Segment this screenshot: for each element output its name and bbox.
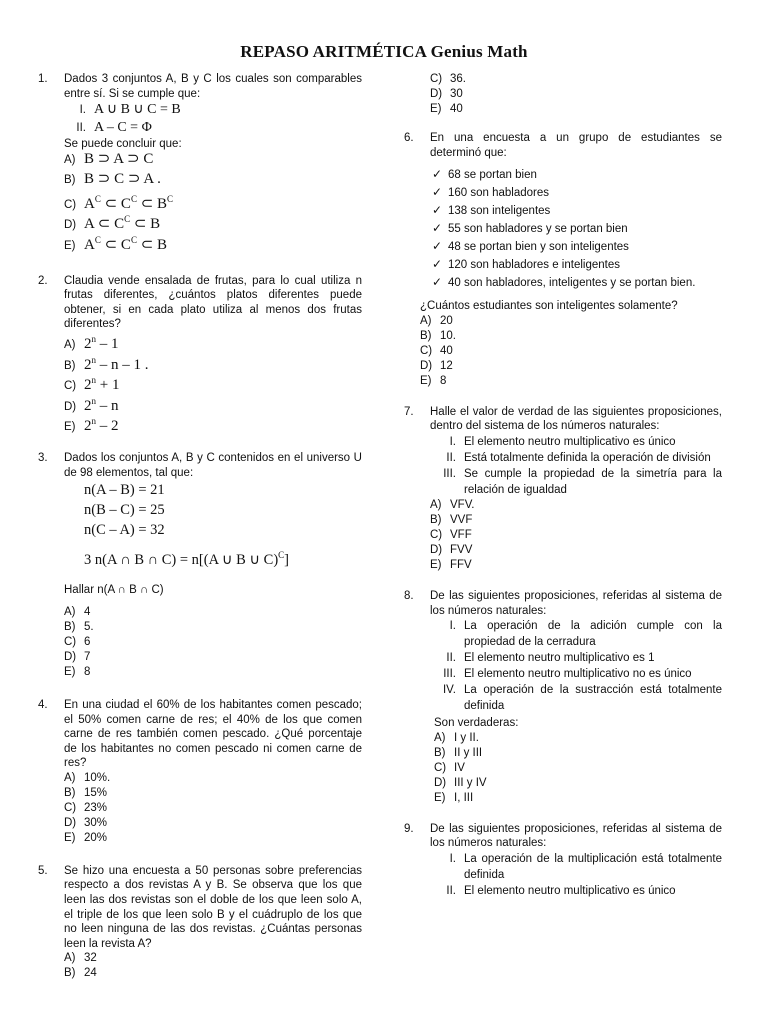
question-number: 7.	[404, 405, 414, 418]
question-8	[404, 589, 722, 806]
option	[64, 650, 362, 665]
option-text: 7	[84, 650, 91, 663]
option-text: III y IV	[454, 776, 487, 789]
option	[434, 731, 722, 746]
option-text: VFV.	[450, 498, 475, 511]
checkmark-icon: ✓	[432, 203, 443, 218]
option-letter: A)	[434, 731, 446, 744]
question-stem: De las siguientes proposiciones, referidas al sistema de los números naturales:	[430, 822, 722, 850]
option-letter: A)	[64, 338, 76, 351]
right-column	[404, 72, 722, 899]
roman-text: El elemento neutro multiplicativo es único	[464, 435, 676, 448]
roman-item	[430, 666, 722, 682]
option-letter: B)	[434, 746, 446, 759]
option	[430, 543, 722, 558]
question-5	[38, 864, 362, 982]
question-2	[38, 274, 362, 435]
find-statement: Hallar n(A ∩ B ∩ C)	[64, 583, 164, 596]
roman-text: La operación de la sustracción está totalmente definida	[464, 684, 722, 713]
roman-text: El elemento neutro multiplicativo no es único	[464, 668, 692, 681]
roman-item	[430, 450, 722, 466]
option	[64, 373, 362, 394]
checkmark-icon: ✓	[432, 167, 443, 182]
option-letter: B)	[420, 329, 432, 342]
option-letter: D)	[430, 88, 443, 100]
option	[64, 966, 362, 981]
option-text: 8	[440, 374, 447, 387]
roman-numeral: II.	[76, 122, 86, 135]
check-item	[430, 238, 722, 256]
option	[420, 344, 722, 359]
option-letter: D)	[64, 400, 77, 413]
option-text: FFV	[450, 558, 472, 571]
roman-numeral: I.	[79, 104, 86, 117]
option-text: 2$^n$ – 2	[84, 416, 119, 435]
option-text: 30%	[84, 816, 108, 829]
option-text: 32	[84, 952, 97, 965]
question-stem: Halle el valor de verdad de las siguientes proposiciones, dentro del sistema de los números naturales:	[430, 405, 722, 433]
option-text: 12	[440, 359, 453, 372]
roman-numeral: I.	[449, 435, 456, 448]
option	[434, 746, 722, 761]
option-letter: B)	[64, 173, 76, 186]
option	[64, 233, 362, 254]
option-letter: C)	[64, 198, 77, 211]
roman-numeral: I.	[449, 852, 456, 865]
option-letter: B)	[430, 513, 442, 526]
option-letter: C)	[430, 73, 443, 85]
left-column	[38, 72, 362, 981]
option-letter: E)	[64, 421, 76, 434]
option-text: VFF	[450, 528, 472, 541]
roman-numeral: III.	[443, 467, 456, 480]
option-letter: B)	[64, 620, 76, 633]
option-letter: A)	[420, 314, 432, 327]
option	[64, 635, 362, 650]
option-letter: E)	[430, 103, 442, 115]
option	[64, 332, 362, 353]
option	[64, 816, 362, 831]
option	[430, 528, 722, 543]
option-text: 6	[84, 635, 91, 648]
roman-text: Está totalmente definida la operación de división	[464, 451, 711, 464]
roman-text: A ∪ B ∪ C = B	[94, 102, 181, 118]
option-text: 10%.	[84, 771, 111, 784]
checkmark-icon: ✓	[432, 275, 443, 290]
roman-text: La operación de la multiplicación está totalmente definida	[464, 852, 722, 881]
check-text: 120 son habladores e inteligentes	[448, 259, 620, 272]
roman-numeral: I.	[449, 620, 456, 633]
question-stem: Dados 3 conjuntos A, B y C los cuales son comparables entre sí. Si se cumple que:	[64, 73, 362, 100]
option	[430, 558, 722, 573]
option-text: II y III	[454, 746, 483, 759]
question-9	[404, 822, 722, 899]
option	[64, 353, 362, 374]
option	[64, 172, 362, 192]
roman-numeral: III.	[443, 668, 456, 681]
option	[420, 374, 722, 389]
option	[64, 394, 362, 415]
option-text: 8	[84, 665, 91, 678]
option-text: 2$^n$ – 1	[84, 333, 119, 352]
question-stem: De las siguientes proposiciones, referidas al sistema de los números naturales:	[430, 589, 722, 617]
check-text: 160 son habladores	[448, 187, 550, 200]
options-lead: Son verdaderas:	[434, 717, 519, 730]
check-text: 40 son habladores, inteligentes y se portan bien.	[448, 277, 696, 290]
option-letter: B)	[64, 786, 76, 799]
option-letter: E)	[434, 791, 446, 804]
option-letter: D)	[430, 543, 443, 556]
option-letter: B)	[64, 967, 76, 980]
checkmark-icon: ✓	[432, 221, 443, 236]
option-letter: D)	[64, 816, 77, 829]
roman-numeral: II.	[446, 884, 456, 897]
roman-item	[430, 466, 722, 498]
question-7	[404, 405, 722, 573]
question-number: 5.	[38, 864, 48, 877]
option-text: 24	[84, 967, 97, 980]
roman-item	[430, 434, 722, 450]
option-text: 40	[450, 103, 463, 115]
option-letter: D)	[420, 359, 433, 372]
option	[430, 513, 722, 528]
option	[64, 414, 362, 435]
option	[430, 87, 722, 102]
option-text: 5.	[84, 620, 94, 633]
check-text: 55 son habladores y se portan bien	[448, 223, 628, 236]
roman-text: La operación de la adición cumple con la propiedad de la cerradura	[464, 620, 722, 649]
check-item	[430, 274, 722, 292]
option-text: B ⊃ A ⊃ C	[84, 150, 154, 167]
roman-numeral: II.	[446, 652, 456, 665]
option-text: $2^n + 1$	[84, 375, 120, 394]
question-stem: En una encuesta a un grupo de estudiantes se determinó que:	[430, 132, 722, 159]
option	[434, 791, 722, 806]
roman-item	[430, 650, 722, 666]
question-number: 2.	[38, 274, 48, 287]
option-text: 15%	[84, 786, 108, 799]
option-text: I, III	[454, 791, 474, 804]
option	[434, 761, 722, 776]
option-letter: E)	[64, 831, 76, 844]
option-text: $A^C$ ⊂ $C^C$ ⊂ $B^C$	[84, 193, 174, 212]
equation: 3 n(A ∩ B ∩ C) = n[(A ∪ B ∪ C)$^C$]	[84, 550, 290, 568]
option	[64, 801, 362, 816]
checkmark-icon: ✓	[432, 239, 443, 254]
roman-text: Se cumple la propiedad de la simetría para la relación de igualdad	[464, 467, 722, 496]
option-letter: A)	[430, 498, 442, 511]
check-item	[430, 256, 722, 274]
check-item	[430, 220, 722, 238]
option-letter: A)	[64, 605, 76, 618]
option-letter: E)	[64, 239, 76, 252]
option-text: 2$^n$ – n	[84, 395, 119, 414]
question-stem: Se hizo una encuesta a 50 personas sobre preferencias respecto a dos revistas A y B. Se observa que los que leen las dos revistas son el doble de los que leen solo A, el triple de los que leen solo B y el cuádruplo de los que no leen ninguna de las dos revistas. ¿Cuántas personas leen la revista A?	[64, 864, 362, 950]
roman-item	[64, 101, 362, 119]
option-text: $A^C$ ⊂ $C^C$ ⊂ B	[84, 234, 168, 253]
option	[420, 359, 722, 374]
roman-text: A – C = Φ	[94, 120, 152, 136]
option	[64, 152, 362, 172]
option-letter: C)	[434, 761, 447, 774]
page-title: REPASO ARITMÉTICA Genius Math	[240, 42, 528, 61]
option-letter: E)	[64, 665, 76, 678]
question-number: 3.	[38, 451, 48, 464]
option-text: 36.	[450, 73, 466, 85]
option-letter: C)	[64, 801, 77, 814]
question-number: 8.	[404, 589, 414, 602]
option	[430, 72, 722, 87]
question-4	[38, 698, 362, 846]
equation: n(C – A) = 32	[84, 522, 165, 539]
option-letter: C)	[420, 344, 433, 357]
option-text: 10.	[440, 329, 456, 342]
option	[64, 192, 362, 213]
option-text: FVV	[450, 543, 473, 556]
roman-text: El elemento neutro multiplicativo es único	[464, 884, 676, 897]
question-number: 4.	[38, 698, 48, 711]
option-text: A ⊂ $C^C$ ⊂ B	[84, 214, 161, 233]
question-stem: En una ciudad el 60% de los habitantes comen pescado; el 50% comen carne de res; el 40% de los que comen carne de res también comen pescado. ¿Qué porcentaje de los habitantes no comen pescado ni comen carne de res?	[64, 698, 362, 770]
option-text: 20	[440, 314, 453, 327]
option	[64, 605, 362, 620]
check-item	[430, 166, 722, 184]
option	[64, 951, 362, 966]
option-letter: E)	[430, 558, 442, 571]
option-text: 23%	[84, 801, 108, 814]
roman-item	[430, 682, 722, 714]
equation: n(B – C) = 25	[84, 502, 165, 519]
option	[420, 329, 722, 344]
question-number: 1.	[38, 73, 48, 85]
option	[64, 831, 362, 846]
option	[64, 771, 362, 786]
option-text: VVF	[450, 513, 473, 526]
question-3	[38, 451, 362, 680]
option-letter: B)	[64, 359, 76, 372]
option	[434, 776, 722, 791]
option	[430, 498, 722, 513]
option-letter: C)	[64, 380, 77, 393]
option-text: IV	[454, 761, 465, 774]
option	[64, 665, 362, 680]
option-letter: A)	[64, 771, 76, 784]
question-number: 6.	[404, 132, 414, 144]
question-6-ask	[404, 299, 722, 389]
option-letter: A)	[64, 153, 76, 166]
checkmark-icon: ✓	[432, 257, 443, 272]
option-letter: E)	[420, 374, 432, 387]
option	[430, 102, 722, 117]
option-letter: D)	[434, 776, 447, 789]
roman-numeral: IV.	[442, 684, 456, 697]
roman-text: El elemento neutro multiplicativo es 1	[464, 652, 655, 665]
option-text: 40	[440, 344, 453, 357]
option-letter: D)	[64, 650, 77, 663]
equation: n(A – B) = 21	[84, 482, 165, 499]
option	[420, 314, 722, 329]
question-prompt: ¿Cuántos estudiantes son inteligentes solamente?	[420, 300, 678, 313]
question-stem: Claudia vende ensalada de frutas, para lo cual utiliza n frutas diferentes, ¿cuántos platos diferentes puede obtener, si en cada plato utiliza al menos dos frutas diferentes?	[64, 274, 362, 331]
question-6	[404, 131, 722, 299]
check-item	[430, 184, 722, 202]
option	[64, 620, 362, 635]
roman-numeral: II.	[446, 451, 456, 464]
option	[64, 212, 362, 233]
option-text: I y II.	[454, 731, 479, 744]
option-letter: A)	[64, 952, 76, 965]
roman-item	[64, 119, 362, 137]
question-number: 9.	[404, 822, 414, 835]
option-text: B ⊃ C ⊃ A .	[84, 170, 161, 187]
roman-item	[430, 851, 722, 883]
option-letter: D)	[64, 219, 77, 232]
check-text: 48 se portan bien y son inteligentes	[448, 241, 629, 254]
question-5-continued	[404, 72, 722, 117]
option	[64, 786, 362, 801]
options-lead: Se puede concluir que:	[64, 138, 182, 151]
checkmark-icon: ✓	[432, 185, 443, 200]
option-letter: C)	[64, 635, 77, 648]
roman-item	[430, 883, 722, 899]
roman-item	[430, 618, 722, 650]
option-letter: C)	[430, 528, 443, 541]
check-item	[430, 202, 722, 220]
question-stem: Dados los conjuntos A, B y C contenidos en el universo U de 98 elementos, tal que:	[64, 451, 362, 479]
check-text: 138 son inteligentes	[448, 205, 551, 218]
option-text: 30	[450, 88, 463, 100]
option-text: 20%	[84, 831, 108, 844]
check-text: 68 se portan bien	[448, 169, 537, 182]
question-1	[38, 72, 362, 254]
q8-options	[430, 731, 722, 806]
option-text: 4	[84, 605, 91, 618]
option-text: 2$^n$ – n – 1 .	[84, 354, 149, 373]
